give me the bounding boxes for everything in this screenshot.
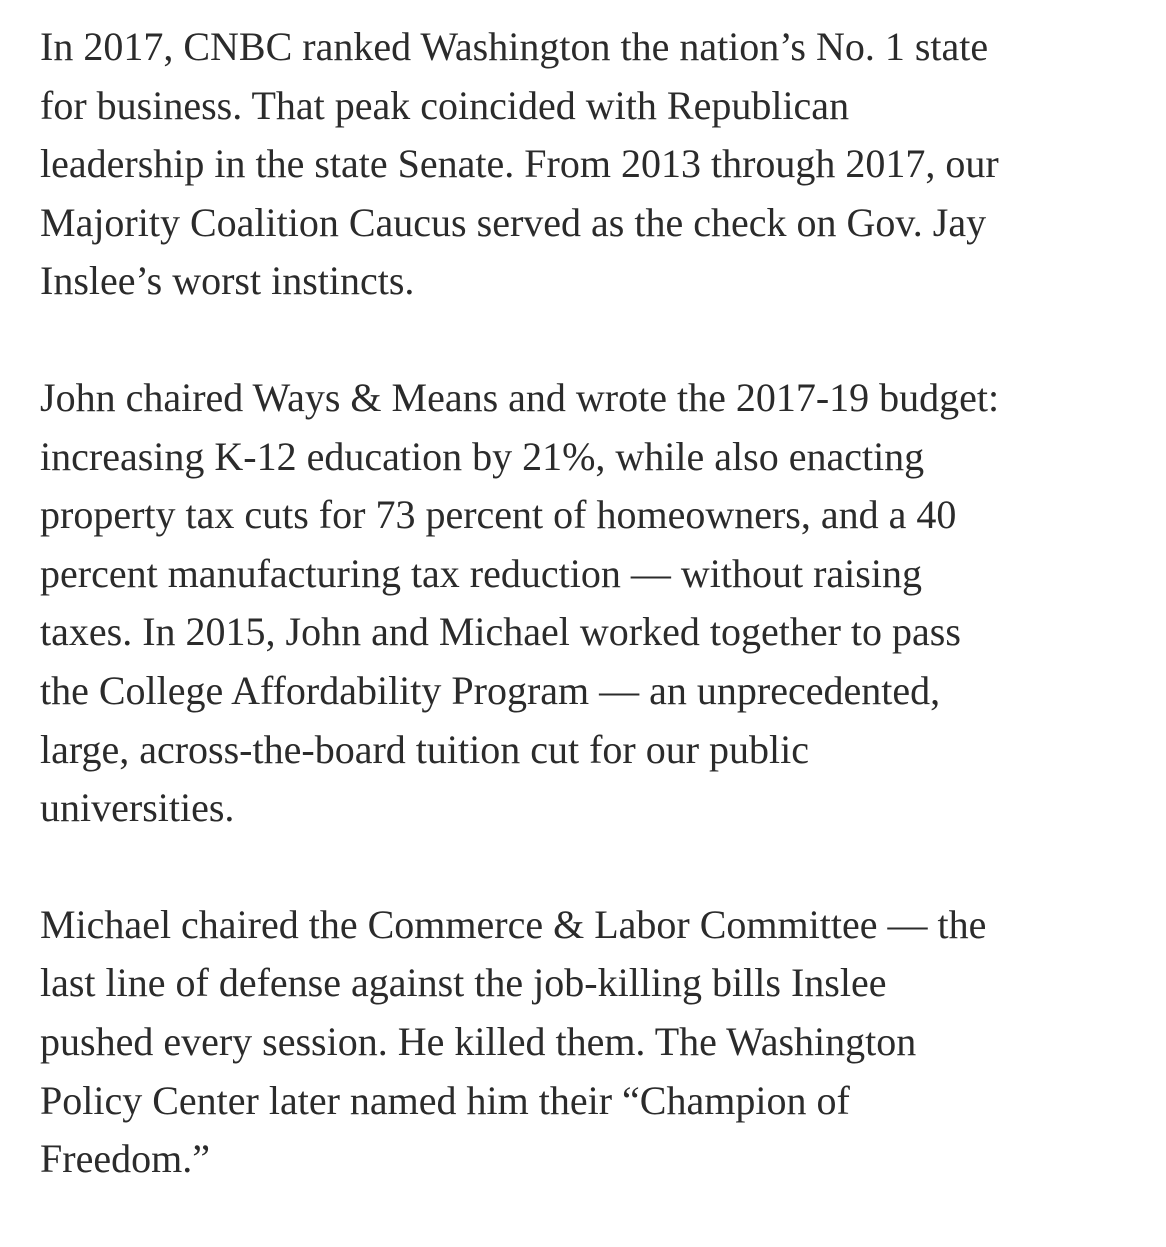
text-line: for business. That peak coincided with Republican [40, 82, 850, 128]
text-line: large, across-the-board tuition cut for our public [40, 726, 810, 772]
text-line: Freedom.” [40, 1136, 210, 1182]
text-line: leadership in the state Senate. From 2013 through 2017, our [40, 141, 999, 187]
text-line: Michael chaired the Commerce & Labor Committee — the [40, 901, 987, 947]
article-body [40, 18, 1140, 1247]
text-line: universities. [40, 785, 235, 831]
text-line: In 2017, CNBC ranked Washington the nation’s No. 1 state [40, 24, 989, 69]
text-line: John chaired Ways & Means and wrote the 2017-19 budget: [40, 374, 1000, 420]
text-line: property tax cuts for 73 percent of homeowners, and a 40 [40, 492, 957, 538]
text-line: increasing K-12 education by 21%, while also enacting [40, 433, 925, 479]
paragraph-michael-commerce [40, 896, 1140, 1189]
text-line: percent manufacturing tax reduction — without raising [40, 550, 922, 596]
text-line: taxes. In 2015, John and Michael worked together to pass [40, 609, 961, 655]
text-line: Inslee’s worst instincts. [40, 258, 415, 304]
text-line: the College Affordability Program — an unprecedented, [40, 667, 941, 713]
text-line: Policy Center later named him their “Champion of [40, 1077, 850, 1123]
paragraph-john-budget [40, 369, 1140, 838]
text-line: Majority Coalition Caucus served as the check on Gov. Jay [40, 199, 987, 245]
paragraph-cnbc-ranking [40, 18, 1140, 311]
text-line: pushed every session. He killed them. The Washington [40, 1018, 917, 1064]
text-line: last line of defense against the job-killing bills Inslee [40, 960, 887, 1006]
